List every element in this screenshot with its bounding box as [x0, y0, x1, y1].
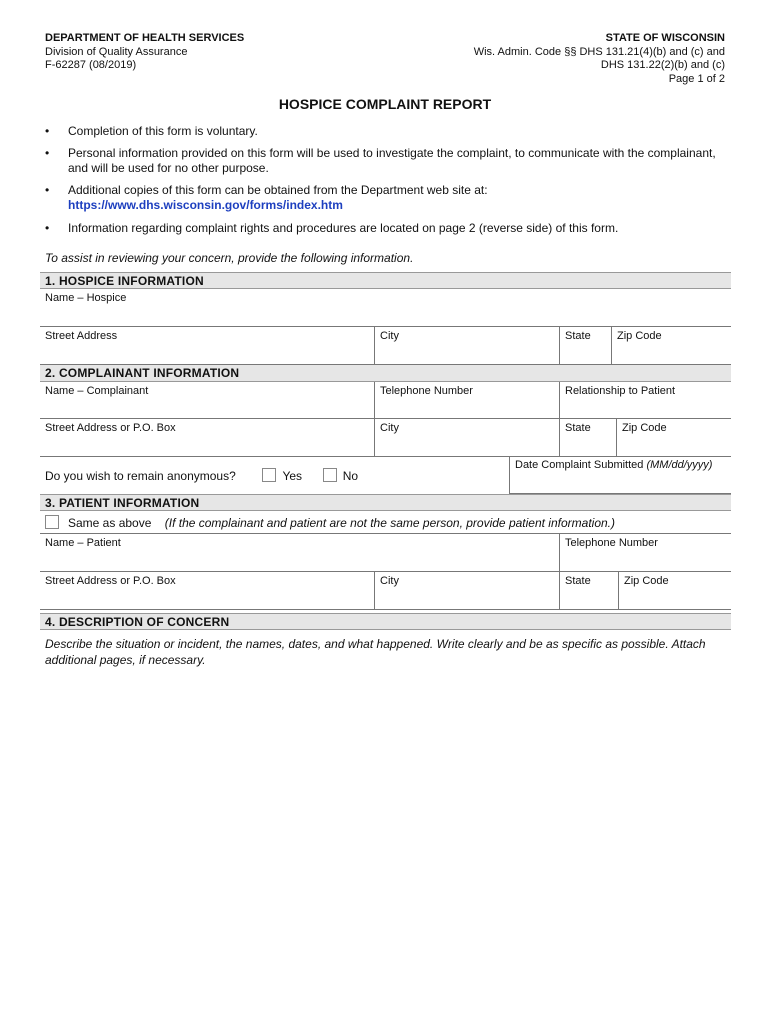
- patient-address-row: [40, 572, 731, 610]
- patient-phone-field[interactable]: [559, 534, 731, 571]
- bullet-text: Personal information provided on this form will be used to investigate the complaint, to communicate with the complainant, and will be used for no other purpose.: [68, 146, 716, 175]
- bullet-item: [45, 183, 725, 213]
- same-as-cell: [40, 515, 615, 530]
- anonymous-row: [40, 457, 731, 494]
- same-as-label: Same as above: [68, 515, 152, 530]
- complainant-state-label: State: [565, 422, 591, 434]
- patient-phone-label: Telephone Number: [565, 537, 658, 549]
- page-number: Page 1 of 2: [668, 72, 725, 85]
- patient-street-field[interactable]: [40, 572, 374, 609]
- admin-code-line2: DHS 131.22(2)(b) and (c): [600, 59, 725, 71]
- concern-description-area[interactable]: [40, 668, 731, 1008]
- patient-street-label: Street Address or P.O. Box: [45, 575, 176, 587]
- anonymous-question-cell: [40, 457, 509, 494]
- hospice-zip-label: Zip Code: [617, 330, 662, 342]
- date-submitted-label: Date Complaint Submitted: [515, 459, 644, 471]
- department-name: DEPARTMENT OF HEALTH SERVICES: [45, 32, 245, 44]
- complainant-street-field[interactable]: [40, 419, 374, 456]
- state-name: STATE OF WISCONSIN: [605, 32, 725, 44]
- concern-instructions: Describe the situation or incident, the names, dates, and what happened. Write clearly and be as specific as possible. Attach additional pages, if necessary.: [45, 637, 706, 667]
- date-format-hint: (MM/dd/yyyy): [646, 459, 713, 471]
- patient-name-field[interactable]: [40, 534, 559, 571]
- forms-link[interactable]: https://www.dhs.wisconsin.gov/forms/index.htm: [68, 198, 343, 212]
- relationship-field[interactable]: [559, 382, 731, 418]
- yes-label: Yes: [282, 469, 303, 483]
- bullet-text: Information regarding complaint rights and procedures are located on page 2 (reverse side) of this form.: [68, 221, 619, 235]
- hospice-street-field[interactable]: [40, 327, 374, 364]
- hospice-city-field[interactable]: [374, 327, 559, 364]
- header-right: [474, 32, 725, 86]
- complainant-phone-field[interactable]: [374, 382, 559, 418]
- bullet-dot: •: [45, 146, 50, 160]
- complainant-name-label: Name – Complainant: [45, 385, 149, 397]
- same-as-note: (If the complainant and patient are not the same person, provide patient information.): [164, 515, 615, 530]
- patient-name-row: [40, 534, 731, 572]
- date-submitted-field[interactable]: [509, 457, 731, 494]
- hospice-street-label: Street Address: [45, 330, 118, 342]
- bullet-dot: •: [45, 183, 50, 197]
- no-label: No: [342, 469, 359, 483]
- complainant-city-label: City: [380, 422, 399, 434]
- bullet-item: [45, 124, 725, 139]
- bullet-text: Completion of this form is voluntary.: [68, 124, 258, 138]
- hospice-state-field[interactable]: [559, 327, 611, 364]
- division-name: Division of Quality Assurance: [45, 45, 188, 58]
- complainant-zip-label: Zip Code: [622, 422, 667, 434]
- bullet-item: [45, 146, 725, 176]
- patient-state-label: State: [565, 575, 591, 587]
- section-concern-heading: 4. DESCRIPTION OF CONCERN: [40, 613, 731, 630]
- no-checkbox[interactable]: [323, 468, 337, 482]
- section-hospice-heading: 1. HOSPICE INFORMATION: [40, 272, 731, 289]
- hospice-zip-field[interactable]: [611, 327, 731, 364]
- bullet-item: [45, 221, 725, 236]
- hospice-name-label: Name – Hospice: [45, 292, 127, 304]
- header-left: [45, 32, 244, 73]
- relationship-label: Relationship to Patient: [565, 385, 676, 397]
- form-title: HOSPICE COMPLAINT REPORT: [278, 96, 492, 112]
- complainant-street-label: Street Address or P.O. Box: [45, 422, 176, 434]
- complainant-name-field[interactable]: [40, 382, 374, 418]
- same-as-row: [40, 511, 731, 534]
- section-patient-heading: 3. PATIENT INFORMATION: [40, 494, 731, 511]
- same-as-checkbox[interactable]: [45, 515, 59, 529]
- section-complainant-heading: 2. COMPLAINANT INFORMATION: [40, 365, 731, 382]
- patient-state-field[interactable]: [559, 572, 618, 609]
- patient-zip-label: Zip Code: [624, 575, 669, 587]
- anonymous-question: Do you wish to remain anonymous?: [45, 469, 236, 483]
- complainant-address-row: [40, 419, 731, 457]
- hospice-name-field[interactable]: [40, 289, 731, 326]
- hospice-city-label: City: [380, 330, 399, 342]
- complainant-zip-field[interactable]: [616, 419, 731, 456]
- bullet-dot: •: [45, 124, 50, 138]
- complainant-name-row: [40, 382, 731, 419]
- complainant-city-field[interactable]: [374, 419, 559, 456]
- complainant-phone-label: Telephone Number: [380, 385, 473, 397]
- yes-checkbox[interactable]: [262, 468, 276, 482]
- hospice-address-row: [40, 327, 731, 365]
- form-number: F-62287 (08/2019): [45, 59, 137, 71]
- complainant-state-field[interactable]: [559, 419, 616, 456]
- complaint-form: [40, 272, 731, 1008]
- hospice-name-row: [40, 289, 731, 327]
- bullet-text: Additional copies of this form can be obtained from the Department web site at:: [68, 183, 488, 197]
- bullet-dot: •: [45, 221, 50, 235]
- patient-name-label: Name – Patient: [45, 537, 121, 549]
- admin-code-line1: Wis. Admin. Code §§ DHS 131.21(4)(b) and (c) and: [473, 45, 725, 58]
- intro-text: To assist in reviewing your concern, provide the following information.: [45, 251, 414, 265]
- patient-city-label: City: [380, 575, 399, 587]
- hospice-state-label: State: [565, 330, 591, 342]
- patient-zip-field[interactable]: [618, 572, 731, 609]
- patient-city-field[interactable]: [374, 572, 559, 609]
